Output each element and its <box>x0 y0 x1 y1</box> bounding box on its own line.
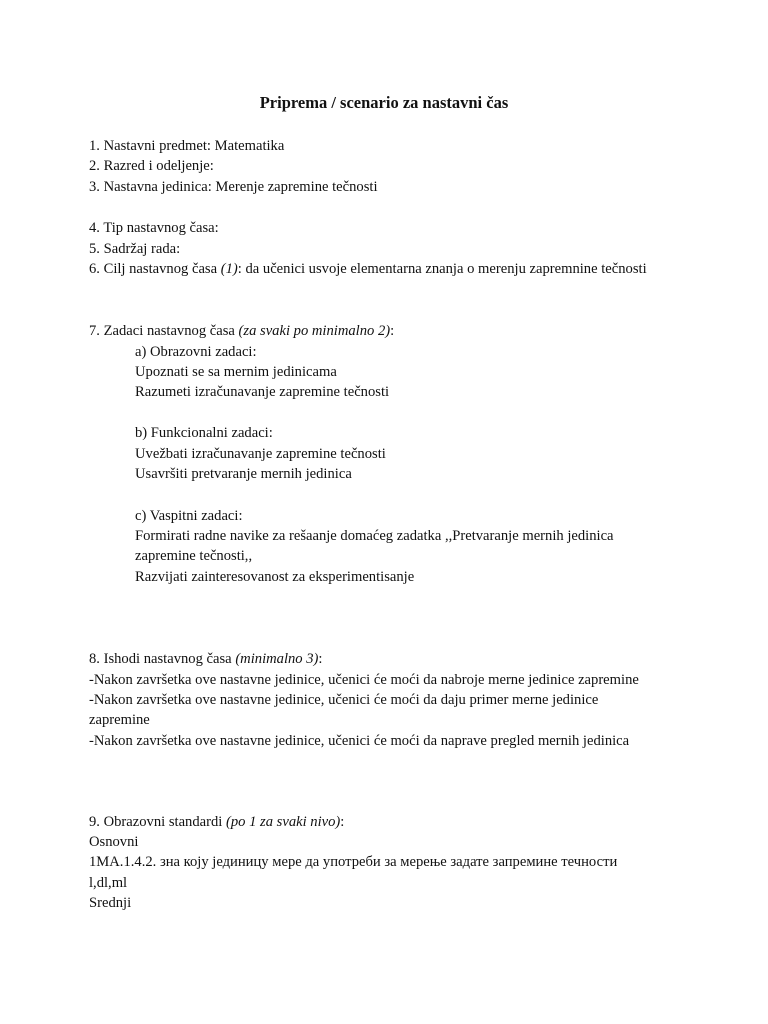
educational-upbringing-heading: c) Vaspitni zadaci: <box>135 508 243 524</box>
section-6-label: 6. Cilj nastavnog časa <box>89 261 221 277</box>
section-1-subject: 1. Nastavni predmet: Matematika <box>89 138 285 154</box>
section-6-goal <box>89 260 647 278</box>
outcome-item-continued: zapremine <box>89 712 150 728</box>
educational-task-item: Razumeti izračunavanje zapremine tečnosti <box>135 384 390 400</box>
outcome-item: -Nakon završetka ove nastavne jedinice, učenici će moći da naprave pregled mernih jedinica <box>89 733 630 749</box>
section-6-text: : da učenici usvoje elementarna znanja o merenju zapremnine tečnosti <box>237 261 647 277</box>
standard-level-intermediate: Srednji <box>89 895 132 911</box>
section-9-note: (po 1 za svaki nivo) <box>225 814 341 830</box>
section-8-outcomes <box>89 650 322 668</box>
section-9-label: 9. Obrazovni standardi <box>89 814 226 830</box>
section-7-tasks <box>89 322 394 340</box>
section-7-note: (za svaki po minimalno 2) <box>238 323 391 339</box>
section-6-note: (1) <box>220 261 238 277</box>
section-2-class: 2. Razred i odeljenje: <box>89 158 214 174</box>
document-title: Priprema / scenario za nastavni čas <box>259 93 509 112</box>
upbringing-task-item: Formirati radne navike za rešaanje domaćeg zadatka ,,Pretvaranje mernih jedinica <box>135 528 614 544</box>
section-9-standards <box>89 813 344 831</box>
section-4-type: 4. Tip nastavnog časa: <box>89 220 219 236</box>
section-8-note: (minimalno 3) <box>235 651 319 667</box>
standard-level-basic: Osnovni <box>89 834 139 850</box>
upbringing-task-item-continued: zapremine tečnosti,, <box>135 548 253 564</box>
educational-tasks-heading: a) Obrazovni zadaci: <box>135 344 257 360</box>
functional-task-item: Uvežbati izračunavanje zapremine tečnosti <box>135 446 386 462</box>
outcome-item: -Nakon završetka ove nastavne jedinice, učenici će moći da daju primer merne jedinice <box>89 692 599 708</box>
standard-basic-text: 1MA.1.4.2. зна коју јединицу мере да употреби за мерење задате запремине течности <box>89 854 618 870</box>
functional-task-item: Usavršiti pretvaranje mernih jedinica <box>135 466 352 482</box>
section-7-label: 7. Zadaci nastavnog časa <box>89 323 239 339</box>
section-8-colon: : <box>318 651 323 667</box>
section-7-colon: : <box>390 323 395 339</box>
section-3-unit: 3. Nastavna jedinica: Merenje zapremine tečnosti <box>89 179 378 195</box>
section-5-content: 5. Sadržaj rada: <box>89 241 181 257</box>
educational-task-item: Upoznati se sa mernim jedinicama <box>135 364 337 380</box>
section-9-colon: : <box>340 814 345 830</box>
outcome-item: -Nakon završetka ove nastavne jedinice, učenici će moći da nabroje merne jedinice zapremine <box>89 672 639 688</box>
section-8-label: 8. Ishodi nastavnog časa <box>89 651 236 667</box>
upbringing-task-item: Razvijati zainteresovanost za eksperimentisanje <box>135 569 415 585</box>
standard-basic-units: l,dl,ml <box>89 875 128 891</box>
functional-tasks-heading: b) Funkcionalni zadaci: <box>135 425 273 441</box>
